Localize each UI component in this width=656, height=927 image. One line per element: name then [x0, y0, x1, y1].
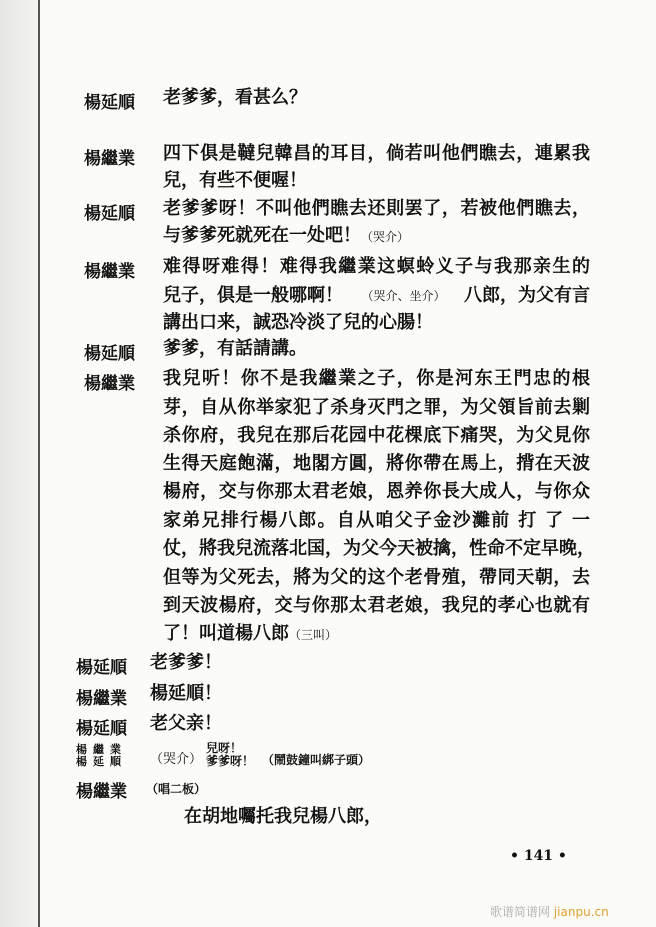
watermark — [490, 903, 609, 920]
stage-note: （哭介） — [150, 752, 203, 767]
line-text: 了！叫道楊八郎 — [163, 623, 289, 644]
dialogue-line: 家弟兄排行楊八郎。自从咱父子金沙灘前 打 了 一 — [163, 510, 590, 531]
stage-note: （鬧鼓鐘叫綁子頭） — [262, 753, 371, 767]
dialogue-line: 但等为父死去，將为父的这个老骨殖，帶同天朝，去 — [163, 567, 590, 588]
dialogue-line — [163, 623, 590, 646]
lyric-line: 在胡地囑托我兒楊八郎， — [184, 806, 382, 827]
stage-note: （哭介） — [361, 230, 410, 244]
dialogue-line: 楊延順！ — [150, 683, 222, 704]
dialogue-line: 爹爹呀！ — [206, 754, 255, 768]
dialogue-line: 芽，自从你举家犯了杀身灭門之罪，为父領旨前去剿 — [163, 397, 590, 418]
dialogue-line: 仗，將我兒流落北国，为父今天被擒，性命不定早晚， — [163, 538, 595, 559]
speaker-label: 楊延順 — [76, 719, 127, 739]
dialogue-line — [163, 225, 590, 248]
dialogue-line: 四下俱是韃兒韓昌的耳目，倘若叫他們瞧去，連累我 — [163, 143, 590, 164]
dialogue-line: 到天波楊府，交与你那太君老娘，我兒的孝心也就有 — [163, 595, 590, 616]
dialogue-line: 难得呀难得！难得我繼業这螟蛉义子与我那亲生的 — [163, 256, 590, 277]
speaker-label: 楊繼業 — [76, 689, 127, 709]
stage-note: （唱二板） — [146, 782, 207, 796]
scan-edge — [0, 0, 38, 927]
watermark-cn: 歌谱简谱网 — [490, 905, 551, 919]
dialogue-line: 生得天庭飽滿，地閣方圓，將你帶在馬上，揹在天波 — [163, 453, 590, 474]
speaker-label: 楊延順 — [76, 755, 127, 768]
speaker-label: 楊繼業 — [84, 149, 135, 169]
scan-border-line — [38, 0, 40, 927]
line-text: 兒子，俱是一般哪啊！ — [163, 285, 343, 306]
dialogue-line: 老爹爹！ — [150, 652, 222, 673]
dialogue-line: 兒，有些不便喔！ — [163, 170, 307, 191]
dialogue-line: 杀你府，我兒在那后花园中花棵底下痛哭，为父見你 — [163, 425, 590, 446]
watermark-en: jianpu.cn — [553, 905, 609, 919]
dialogue-line: 爹爹，有話請講。 — [163, 338, 307, 359]
speaker-label: 楊延順 — [84, 204, 135, 224]
dialogue-line: 兒呀！ — [206, 741, 243, 755]
stage-note: （三叫） — [289, 628, 338, 642]
speaker-label: 楊延順 — [84, 93, 135, 113]
speaker-label: 楊繼業 — [76, 782, 127, 802]
page-number: • 141 • — [510, 848, 567, 864]
speaker-label: 楊繼業 — [84, 374, 135, 394]
line-text: 与爹爹死就死在一处吧！ — [163, 225, 361, 246]
speaker-label: 楊繼業 — [84, 262, 135, 282]
speaker-label: 楊延順 — [76, 658, 127, 678]
dialogue-line: 我兒听！你不是我繼業之子，你是河东王門忠的根 — [163, 368, 590, 389]
line-text: 八郎，为父有言 — [463, 285, 590, 306]
dialogue-line — [163, 285, 590, 307]
speaker-label: 楊繼業 — [76, 743, 127, 756]
dialogue-line: 老父亲！ — [150, 713, 222, 734]
dialogue-line: 講出口来，誠恐冷淡了兒的心腸！ — [163, 312, 433, 333]
dialogue-line: 老爹爹呀！不叫他們瞧去还則罢了，若被他們瞧去， — [163, 198, 590, 219]
dialogue-line: 楊府，交与你那太君老娘，恩养你長大成人，与你众 — [163, 481, 590, 502]
dialogue-line: 老爹爹，看甚么？ — [163, 87, 307, 108]
stage-note: （哭介、坐介） — [361, 289, 446, 303]
speaker-label: 楊延順 — [84, 344, 135, 364]
